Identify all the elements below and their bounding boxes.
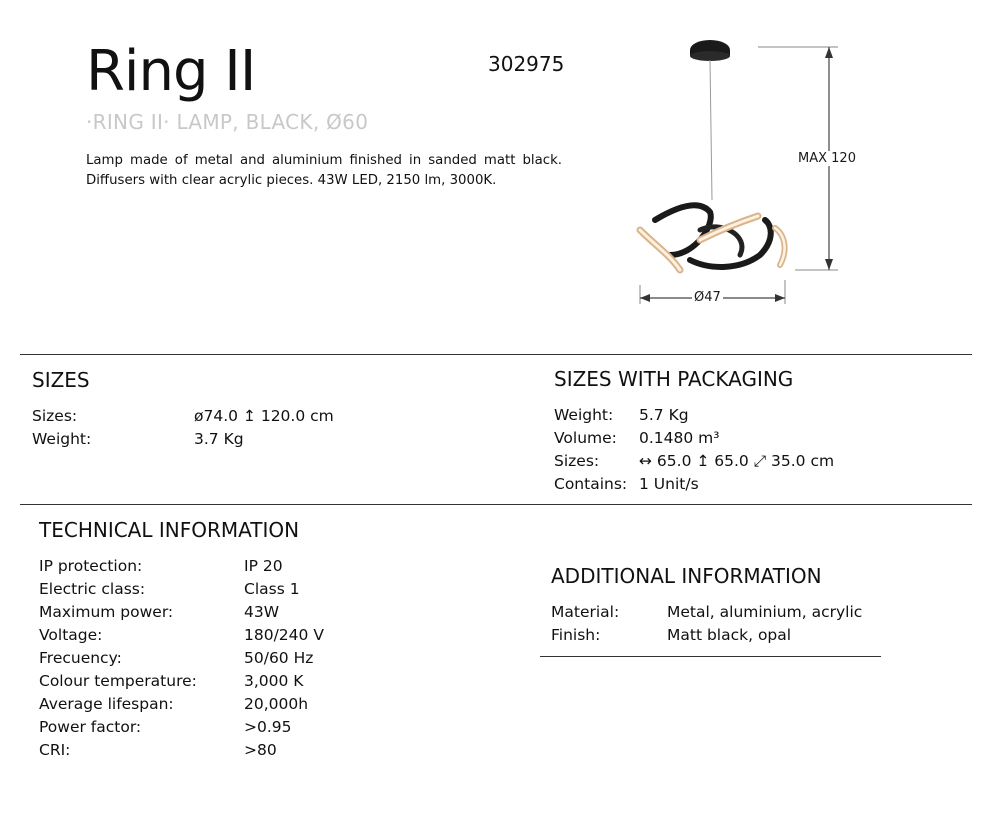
sizes-row-value: ø74.0 ↥ 120.0 cm [194,407,334,425]
technical-row-value: >0.95 [244,718,292,736]
packaging-row-value: 0.1480 m³ [639,429,720,447]
technical-row-label: Maximum power: [39,603,174,621]
technical-row-value: 3,000 K [244,672,304,690]
technical-row-value: 50/60 Hz [244,649,314,667]
weight-row-label: Weight: [32,430,92,448]
technical-row-value: 43W [244,603,280,621]
technical-row-label: Average lifespan: [39,695,174,713]
lamp-drawing [600,30,880,320]
packaging-row-value: ↔ 65.0 ↥ 65.0 ⤢ 35.0 cm [639,452,835,470]
packaging-title: SIZES WITH PACKAGING [554,367,794,391]
packaging-row-label: Weight: [554,406,614,424]
packaging-row-label: Volume: [554,429,617,447]
additional-row-value: Matt black, opal [667,626,792,644]
packaging-row-value: 1 Unit/s [639,475,699,493]
lamp-illustration [600,30,880,320]
product-code: 302975 [488,52,565,76]
packaging-row-label: Contains: [554,475,628,493]
sizes-row-label: Sizes: [32,407,78,425]
technical-row-label: CRI: [39,741,71,759]
additional-row-value: Metal, aluminium, acrylic [667,603,863,621]
technical-row-label: Electric class: [39,580,146,598]
divider-middle [20,504,972,505]
technical-row-label: IP protection: [39,557,143,575]
technical-row-value: >80 [244,741,277,759]
technical-row-label: Colour temperature: [39,672,197,690]
packaging-row-value: 5.7 Kg [639,406,689,424]
weight-row-value: 3.7 Kg [194,430,244,448]
sizes-title: SIZES [32,368,90,392]
product-subtitle: ·RING II· LAMP, BLACK, Ø60 [86,110,369,134]
product-name: Ring II [86,39,256,104]
technical-row-value: IP 20 [244,557,283,575]
additional-title: ADDITIONAL INFORMATION [551,564,822,588]
additional-row-label: Material: [551,603,620,621]
technical-row-value: 180/240 V [244,626,324,644]
divider-top [20,354,972,355]
product-description: Lamp made of metal and aluminium finished in sanded matt black. Diffusers with clear acrylic pieces. 43W LED, 2150 lm, 3000K. [86,153,562,188]
technical-row-label: Frecuency: [39,649,122,667]
height-dimension-label: MAX 120 [798,151,856,166]
technical-row-value: 20,000h [244,695,309,713]
divider-additional [540,656,881,657]
additional-row-label: Finish: [551,626,601,644]
technical-row-label: Voltage: [39,626,103,644]
technical-title: TECHNICAL INFORMATION [39,518,300,542]
technical-row-label: Power factor: [39,718,142,736]
packaging-row-label: Sizes: [554,452,600,470]
technical-row-value: Class 1 [244,580,300,598]
diameter-dimension-label: Ø47 [694,290,721,305]
